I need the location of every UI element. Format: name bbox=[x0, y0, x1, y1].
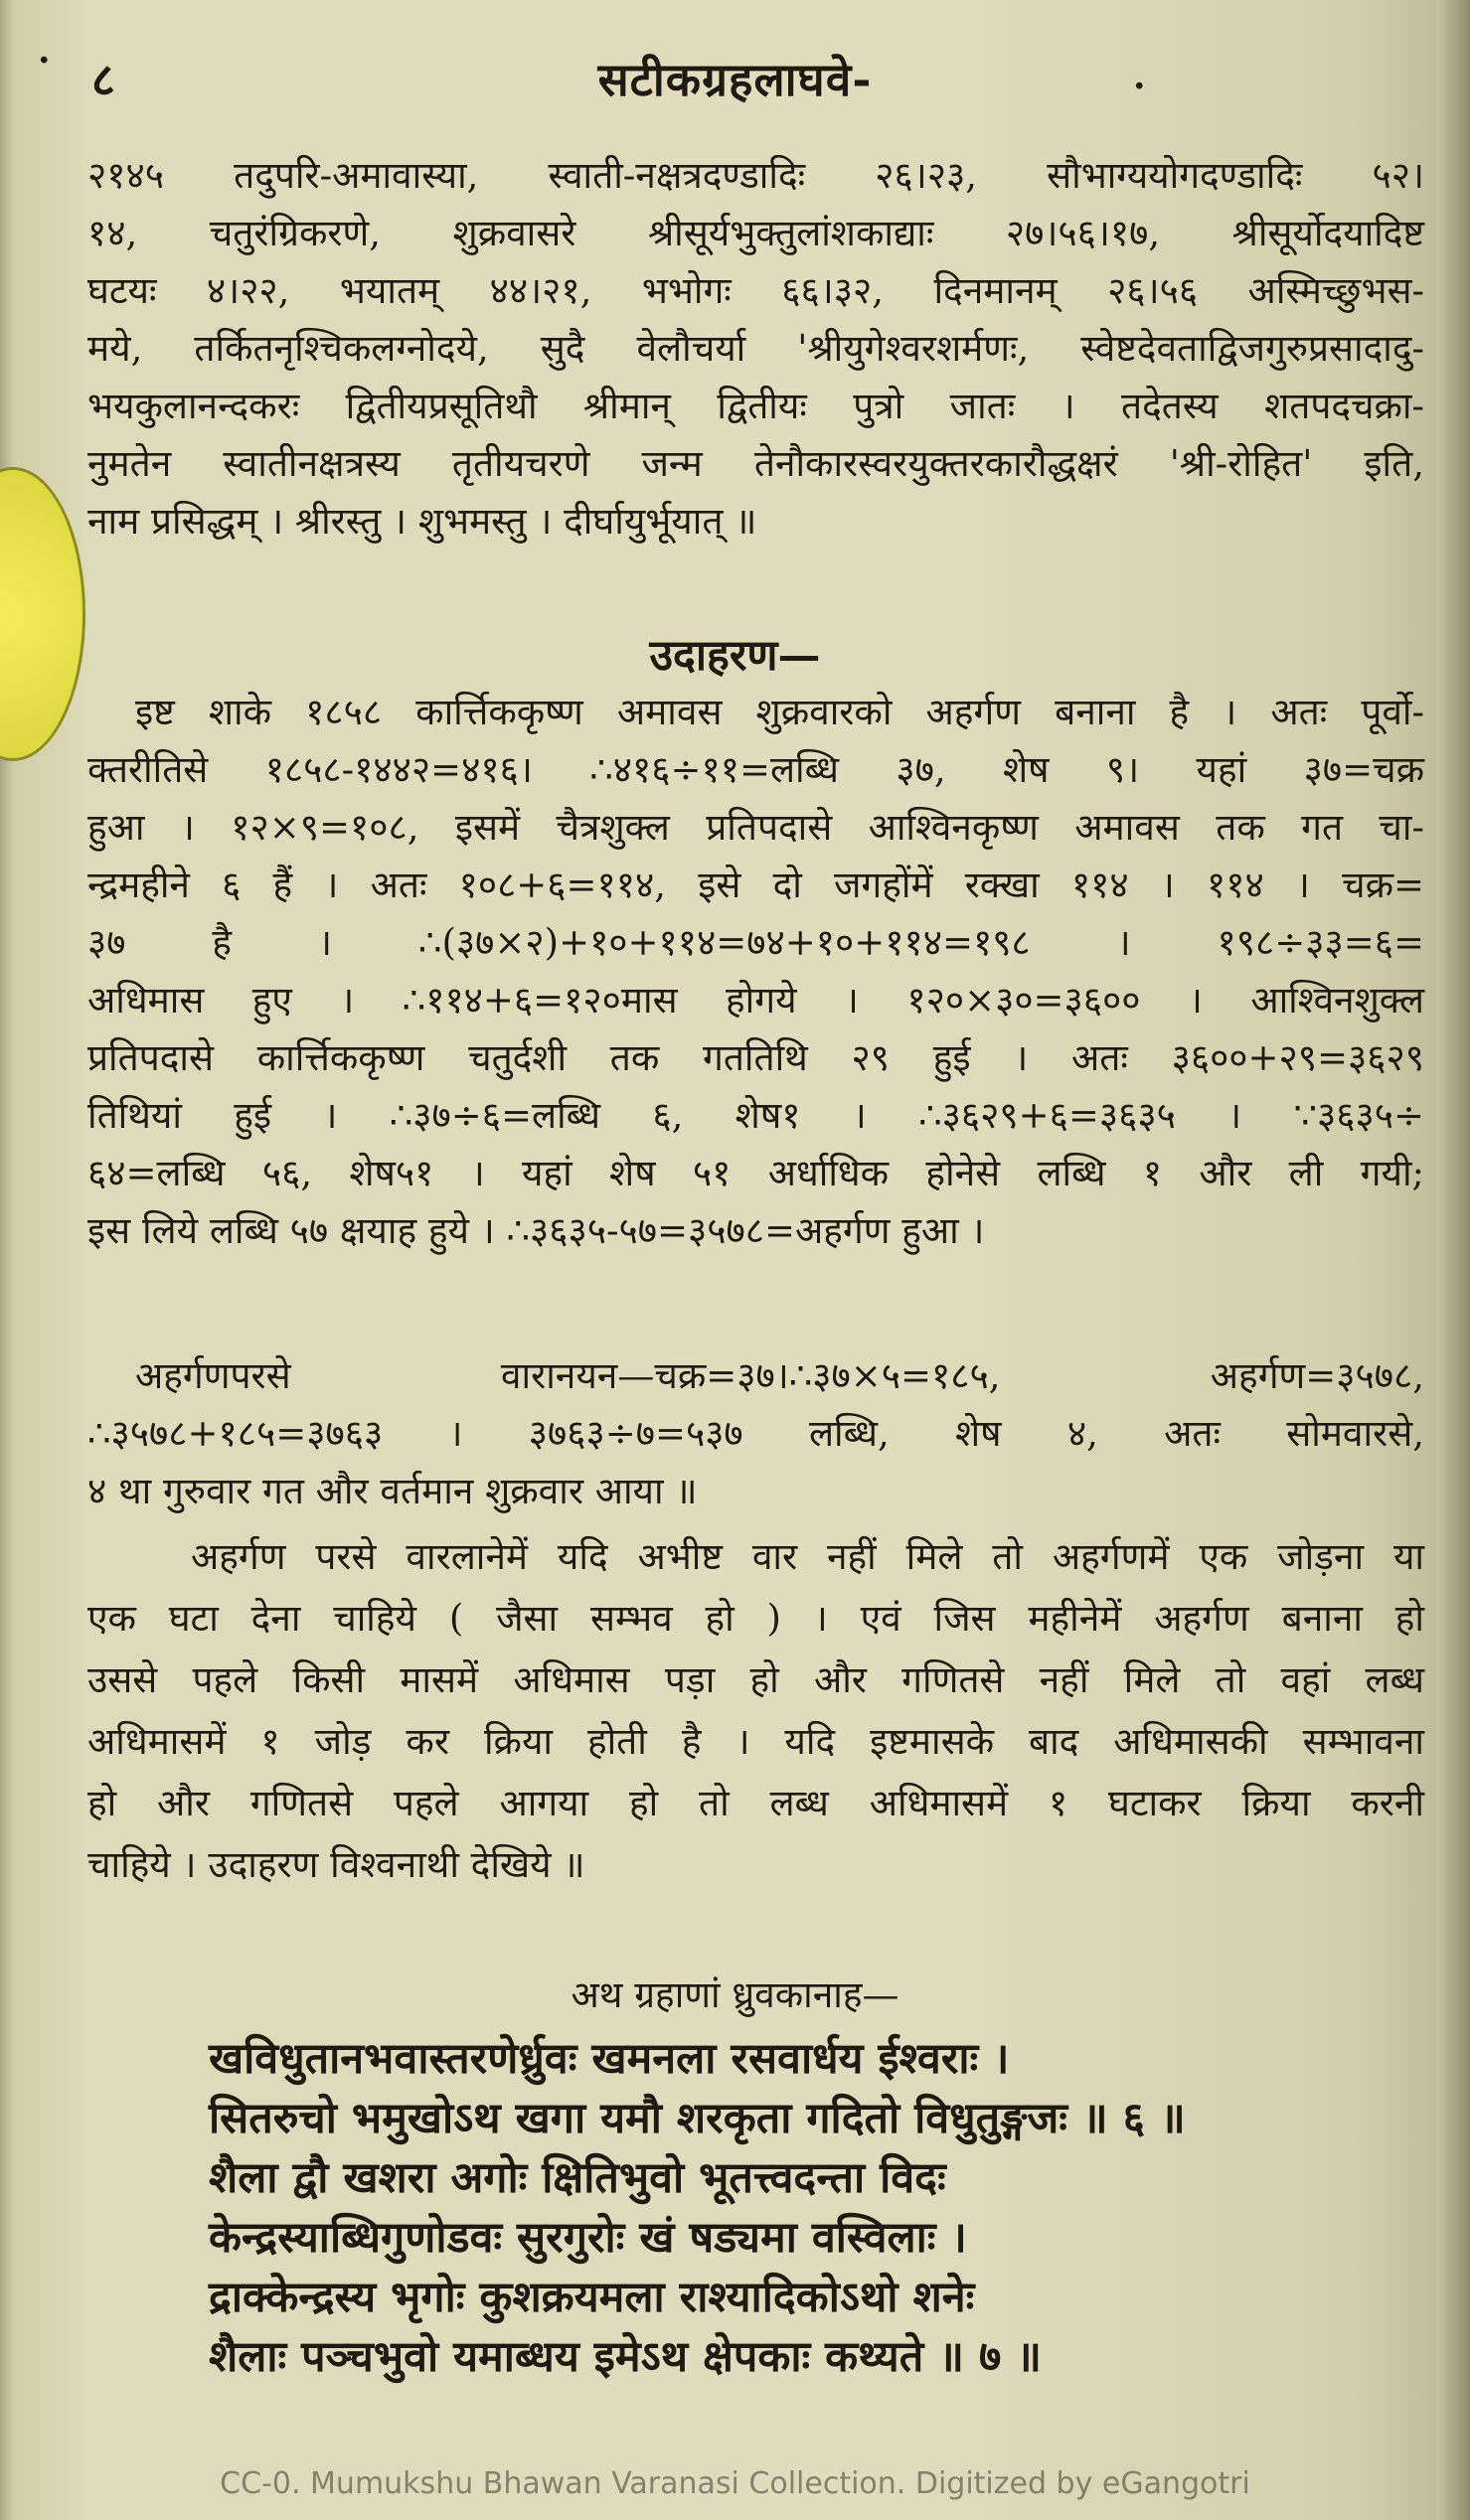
verse-line: द्राक्केन्द्रस्य भृगोः कुशक्रयमला राश्यादिकोऽथो शनेः bbox=[209, 2273, 975, 2322]
text-line: अहर्गण परसे वारलानेमें यदि अभीष्ट वार नहीं मिले तो अहर्गणमें एक जोड़ना या bbox=[191, 1535, 1424, 1578]
text-line: उससे पहले किसी मासमें अधिमास पड़ा हो और गणितसे नहीं मिले तो वहां लब्ध bbox=[87, 1658, 1424, 1701]
text-line: अहर्गणपरसे वारानयन—चक्र=३७।∴३७×५=१८५, अहर्गण=३५७८, bbox=[135, 1354, 1424, 1397]
example-paragraph bbox=[87, 684, 1424, 1260]
text-line: इस लिये लब्धि ५७ क्षयाह हुये । ∴३६३५-५७=३५७८=अहर्गण हुआ । bbox=[87, 1209, 985, 1252]
verse-line: केन्द्रस्याब्धिगुणोडवः सुरगुरोः खं षड्यमा वस्विलाः । bbox=[209, 2213, 967, 2263]
text-line: भयकुलानन्दकरः द्वितीयप्रसूतिथौ श्रीमान् द्वितीयः पुत्रो जातः । तदेतस्य शतपदचक्रा- bbox=[87, 385, 1424, 427]
sub-heading: अथ ग्रहाणां ध्रुवकानाह— bbox=[571, 1973, 899, 2016]
text-line: हुआ । १२×९=१०८, इसमें चैत्रशुक्ल प्रतिपदासे आश्विनकृष्ण अमावस तक गत चा- bbox=[87, 806, 1424, 849]
running-head: सटीकग्रहलाघवे- bbox=[597, 53, 873, 106]
text-line: ∴३५७८+१८५=३७६३ । ३७६३÷७=५३७ लब्धि, शेष ४, अतः सोमवारसे, bbox=[87, 1412, 1424, 1455]
page-right-edge bbox=[1436, 0, 1470, 2520]
text-line: १४, चतुरंग्रिकरणे, शुक्रवासरे श्रीसूर्यभुक्तुलांशकाद्याः २७।५६।१७, श्रीसूर्योदयादिष्ट bbox=[87, 212, 1424, 254]
verse-line: शैलाः पञ्चभुवो यमाब्धय इमेऽथ क्षेपकाः कथ्यते ॥ ७ ॥ bbox=[209, 2332, 1043, 2382]
note-paragraph bbox=[87, 1526, 1424, 1896]
text-line: हो और गणितसे पहले आगया हो तो लब्ध अधिमासमें १ घटाकर क्रिया करनी bbox=[87, 1782, 1424, 1824]
page-number: ८ bbox=[91, 53, 115, 106]
page-left-edge bbox=[0, 0, 14, 2520]
verse-line: खविधुतानभवास्तरणेर्ध्रुवः खमनला रसवार्धय ईश्वराः । bbox=[209, 2034, 1010, 2084]
text-line: घटयः ४।२२, भयातम् ४४।२१, भभोगः ६६।३२, दिनमानम् २६।५६ अस्मिच्छुभस- bbox=[87, 269, 1424, 312]
text-line: प्रतिपदासे कार्त्तिककृष्ण चतुर्दशी तक गततिथि २९ हुई । अतः ३६००+२९=३६२९ bbox=[87, 1036, 1424, 1079]
text-line: नुमतेन स्वातीनक्षत्रस्य तृतीयचरणे जन्म तेनौकारस्वरयुक्तरकारौद्धक्षरं 'श्री-रोहित' इति, bbox=[87, 442, 1424, 485]
verse-line: शैला द्वौ खशरा अगोः क्षितिभुवो भूतत्त्वदन्ता विदः bbox=[209, 2153, 946, 2203]
intro-paragraph bbox=[87, 147, 1424, 551]
text-line: मये, तर्कितनृश्चिकलग्नोदये, सुदै वेलौचर्या 'श्रीयुगेश्वरशर्मणः, स्वेष्टदेवताद्विजगुरुप्रसादादु- bbox=[87, 327, 1424, 370]
example-heading: उदाहरण— bbox=[649, 631, 821, 681]
digitization-watermark: CC-0. Mumukshu Bhawan Varanasi Collection. Digitized by eGangotri bbox=[220, 2466, 1250, 2501]
text-line: इष्ट शाके १८५८ कार्त्तिककृष्ण अमावस शुक्रवारको अहर्गण बनाना है । अतः पूर्वो- bbox=[135, 691, 1424, 733]
text-line: तिथियां हुई । ∴३७÷६=लब्धि ६, शेष१ । ∴३६२९+६=३६३५ । ∵३६३५÷ bbox=[87, 1094, 1424, 1137]
text-line: न्द्रमहीने ६ हैं । अतः १०८+६=११४, इसे दो जगहोंमें रक्खा ११४ । ११४ । चक्र= bbox=[87, 864, 1424, 906]
text-line: अधिमास हुए । ∴११४+६=१२०मास होगये । १२०×३०=३६०० । आश्विनशुक्ल bbox=[87, 979, 1424, 1022]
text-line: अधिमासमें १ जोड़ कर क्रिया होती है । यदि इष्टमासके बाद अधिमासकी सम्भावना bbox=[87, 1720, 1424, 1763]
text-line: २१४५ तदुपरि-अमावास्या, स्वाती-नक्षत्रदण्डादिः २६।२३, सौभाग्ययोगदण्डादिः ५२। bbox=[87, 154, 1424, 197]
text-line: चाहिये । उदाहरण विश्वनाथी देखिये ॥ bbox=[87, 1843, 585, 1886]
text-line: ४ था गुरुवार गत और वर्तमान शुक्रवार आया ॥ bbox=[87, 1470, 698, 1512]
page-header bbox=[0, 40, 1470, 107]
text-line: एक घटा देना चाहिये ( जैसा सम्भव हो ) । एवं जिस महीनेमें अहर्गण बनाना हो bbox=[87, 1597, 1424, 1640]
text-line: ३७ है । ∴(३७×२)+१०+११४=७४+१०+११४=१९८ । १९८÷३३=६= bbox=[87, 921, 1424, 964]
verse-block bbox=[209, 2029, 1401, 2387]
text-line: क्तरीतिसे १८५८-१४४२=४१६। ∴४१६÷११=लब्धि ३७, शेष ९। यहां ३७=चक्र bbox=[87, 748, 1424, 791]
weekday-paragraph bbox=[87, 1347, 1424, 1520]
ink-dot: · bbox=[38, 40, 51, 81]
text-line: ६४=लब्धि ५६, शेष५१ । यहां शेष ५१ अर्धाधिक होनेसे लब्धि १ और ली गयी; bbox=[87, 1152, 1424, 1194]
text-line: नाम प्रसिद्धम् । श्रीरस्तु । शुभमस्तु । दीर्घायुर्भूयात् ॥ bbox=[87, 500, 757, 543]
ink-dot: · bbox=[1133, 66, 1146, 107]
verse-line: सितरुचो भमुखोऽथ खगा यमौ शरकृता गदितो विधुतुङ्गजः ॥ ६ ॥ bbox=[209, 2094, 1186, 2143]
